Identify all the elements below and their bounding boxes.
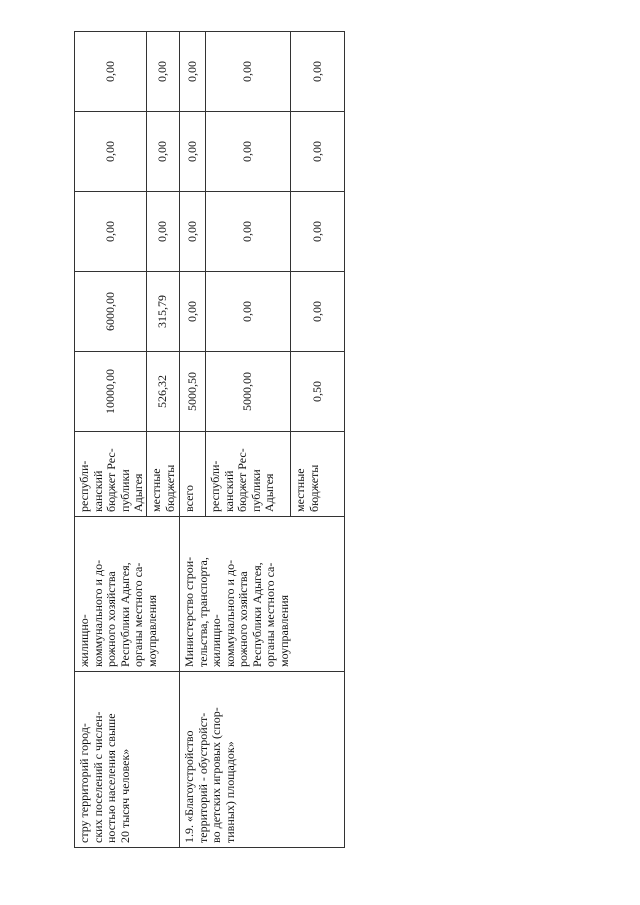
executor-cell: Министерство строи- тельства, транспорта, жилищно- коммунального и до- рожного хозяйства Республики Адыгея, органы местного са- моуправления (180, 517, 345, 672)
value-cell: 0,00 (180, 32, 206, 112)
funding-source-cell: местные бюджеты (291, 432, 345, 517)
funding-source-cell: местные бюджеты (147, 432, 180, 517)
value-cell: 0,00 (291, 272, 345, 352)
value-cell: 0,00 (75, 32, 147, 112)
table-row (180, 32, 206, 848)
value-cell: 0,00 (291, 112, 345, 192)
value-cell: 0,00 (291, 32, 345, 112)
measure-name-cell: 1.9. «Благоустройство территорий - обустройст- во детских игровых (спор- тивных) площадок» (180, 672, 345, 848)
value-cell: 0,00 (206, 192, 291, 272)
value-cell: 0,50 (291, 352, 345, 432)
value-cell: 0,00 (206, 272, 291, 352)
table-row (75, 32, 147, 848)
value-cell: 0,00 (180, 192, 206, 272)
value-cell: 0,00 (206, 112, 291, 192)
value-cell: 0,00 (180, 272, 206, 352)
value-cell: 10000,00 (75, 352, 147, 432)
budget-table (74, 31, 345, 848)
measure-name-cell: стру территорий город- ских поселений с числен- ностью населения свыше 20 тысяч человек» (75, 672, 180, 848)
value-cell: 0,00 (180, 112, 206, 192)
funding-source-cell: республи- канский бюджет Рес- публики Адыгея (75, 432, 147, 517)
value-cell: 0,00 (291, 192, 345, 272)
executor-cell: жилищно- коммунального и до- рожного хозяйства Республики Адыгея, органы местного са- моуправления (75, 517, 180, 672)
funding-source-cell: республи- канский бюджет Рес- публики Адыгея (206, 432, 291, 517)
value-cell: 0,00 (75, 192, 147, 272)
value-cell: 0,00 (147, 112, 180, 192)
value-cell: 0,00 (147, 32, 180, 112)
value-cell: 315,79 (147, 272, 180, 352)
value-cell: 0,00 (147, 192, 180, 272)
value-cell: 5000,00 (206, 352, 291, 432)
value-cell: 526,32 (147, 352, 180, 432)
value-cell: 5000,50 (180, 352, 206, 432)
value-cell: 0,00 (206, 32, 291, 112)
funding-source-cell: всего (180, 432, 206, 517)
value-cell: 6000,00 (75, 272, 147, 352)
value-cell: 0,00 (75, 112, 147, 192)
rotated-page (74, 32, 344, 848)
